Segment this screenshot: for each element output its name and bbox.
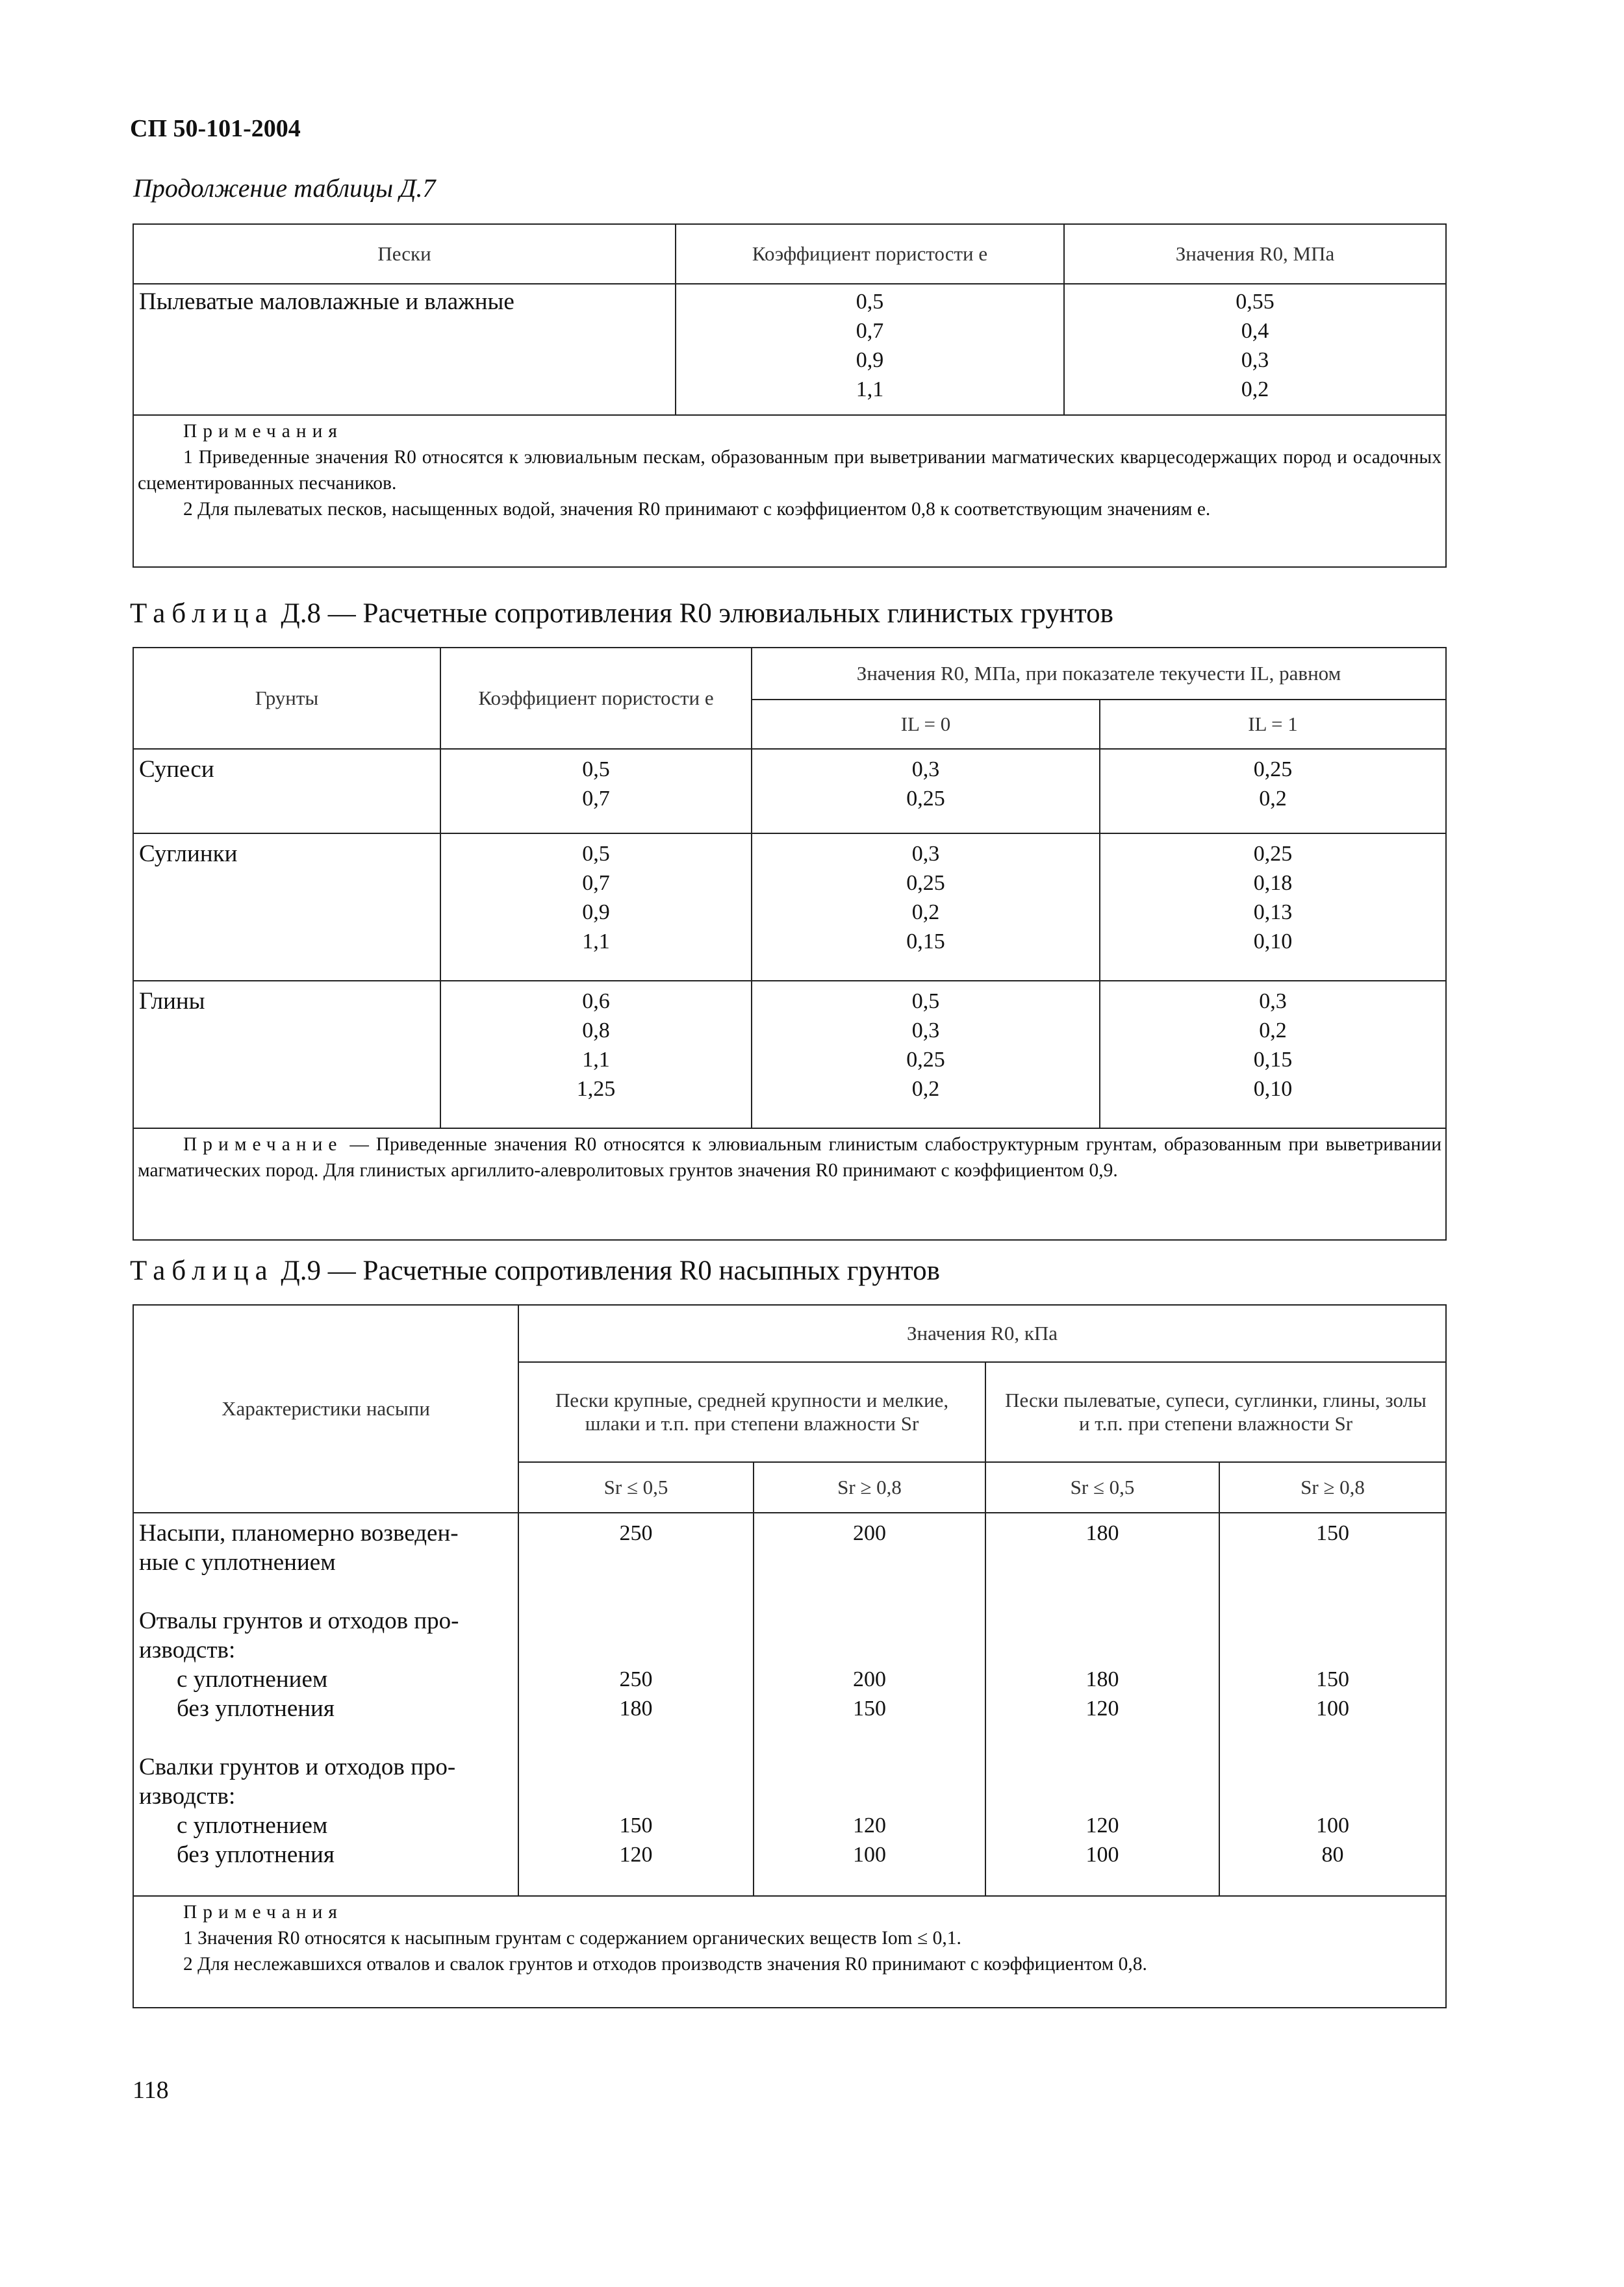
- soil-name: Суглинки: [133, 833, 440, 981]
- r0-value: 0,25: [1253, 757, 1293, 781]
- porosity-value: 1,1: [582, 929, 610, 954]
- table-header-cell: Коэффициент пористости e: [440, 648, 752, 749]
- r0-il0-cell: [752, 981, 1100, 1128]
- note-text: — Приведенные значения R0 относятся к элювиальным глинистым слабоструктурным грунтам, образованным при выветривании магматических пород. Для глинистых аргиллито-алевролитовых грунтов значения R0 принимают с коэффициентом 0,9.: [138, 1134, 1441, 1181]
- r0-value: 120: [619, 1843, 653, 1867]
- table-header-cell: Sr ≥ 0,8: [1219, 1462, 1446, 1513]
- r0-value: 0,25: [1253, 842, 1293, 866]
- r0-value: 100: [1085, 1843, 1119, 1867]
- note-item: [138, 1131, 1441, 1183]
- r0-value: 100: [1316, 1813, 1349, 1838]
- table-row: [133, 749, 1446, 833]
- value-column-sr05-fine: [985, 1513, 1219, 1896]
- table-header-cell: Значения R0, МПа, при показателе текучести IL, равном: [752, 648, 1446, 700]
- r0-value: 200: [853, 1521, 886, 1545]
- table-header-cell: IL = 0: [752, 700, 1100, 749]
- r0-value: 150: [1316, 1667, 1349, 1691]
- table-notes: [133, 415, 1446, 567]
- spacer: [986, 1548, 1219, 1665]
- row-label: Свалки грунтов и отходов про-: [139, 1754, 456, 1780]
- page-number: 118: [133, 2077, 169, 2104]
- porosity-value: 0,5: [856, 290, 884, 314]
- table-header-cell: Значения R0, кПа: [518, 1305, 1446, 1362]
- table-header-cell: Sr ≤ 0,5: [985, 1462, 1219, 1513]
- table-header-cell: Пески крупные, средней крупности и мелкие, шлаки и т.п. при степени влажности Sr: [518, 1362, 985, 1462]
- value-column-sr05-coarse: [518, 1513, 754, 1896]
- spacer: [986, 1723, 1219, 1811]
- r0-value: 0,10: [1253, 1077, 1293, 1101]
- caption-text: Д.9 — Расчетные сопротивления R0 насыпных грунтов: [281, 1256, 940, 1286]
- table-header-cell: Sr ≥ 0,8: [754, 1462, 985, 1513]
- r0-value: 0,5: [911, 989, 940, 1013]
- porosity-value: 0,7: [582, 871, 610, 895]
- r0-value: 0,25: [906, 787, 945, 811]
- spacer: [754, 1548, 985, 1665]
- r0-il1-cell: [1100, 981, 1446, 1128]
- spacer: [519, 1548, 753, 1665]
- note-item: 1 Приведенные значения R0 относятся к элювиальным пескам, образованным при выветривании магматических кварцесодержащих пород и осадочных сцементированных песчаников.: [138, 447, 1441, 494]
- r0-value: 180: [1085, 1667, 1119, 1691]
- r0-value: 100: [853, 1843, 886, 1867]
- table-d9: [133, 1304, 1447, 2008]
- r0-value: 0,2: [1259, 787, 1287, 811]
- table-header-cell: Пески: [133, 224, 676, 284]
- r0-il0-cell: [752, 833, 1100, 981]
- r0-value: 0,2: [1241, 377, 1269, 401]
- r0-value: 120: [1085, 1697, 1119, 1721]
- row-label: ные с уплотнением: [139, 1549, 336, 1576]
- table-row: [133, 981, 1446, 1128]
- embankment-characteristics: [133, 1513, 518, 1896]
- r0-value: 0,18: [1253, 871, 1293, 895]
- table-header-cell: Грунты: [133, 648, 440, 749]
- r0-value: 150: [619, 1813, 653, 1838]
- row-label: Отвалы грунтов и отходов про-: [139, 1608, 459, 1634]
- row-label: с уплотнением: [177, 1666, 328, 1693]
- porosity-value: 0,8: [582, 1018, 610, 1042]
- table-header-cell: Значения R0, МПа: [1064, 224, 1446, 284]
- r0-value: 80: [1321, 1843, 1344, 1867]
- r0-value: 0,15: [1253, 1048, 1293, 1072]
- value-column-sr08-coarse: [754, 1513, 985, 1896]
- soil-name: Пылеватые маловлажные и влажные: [133, 284, 676, 415]
- r0-il0-cell: [752, 749, 1100, 833]
- spacer: [134, 1577, 518, 1606]
- r0-value: 0,3: [1241, 348, 1269, 372]
- r0-value: 0,3: [1259, 989, 1287, 1013]
- spacer: [754, 1723, 985, 1811]
- porosity-value: 0,9: [856, 348, 884, 372]
- row-label: с уплотнением: [177, 1812, 328, 1839]
- porosity-value: 0,9: [582, 900, 610, 924]
- r0-value: 0,3: [911, 842, 940, 866]
- r0-il1-cell: [1100, 749, 1446, 833]
- r0-value: 0,3: [911, 1018, 940, 1042]
- table-header-cell: IL = 1: [1100, 700, 1446, 749]
- spacer: [519, 1723, 753, 1811]
- caption-text: Д.8 — Расчетные сопротивления R0 элювиальных глинистых грунтов: [281, 598, 1113, 629]
- porosity-cell: [440, 981, 752, 1128]
- r0-value: 250: [619, 1667, 653, 1691]
- note-item: 2 Для пылеватых песков, насыщенных водой, значения R0 принимают с коэффициентом 0,8 к соответствующим значениям e.: [183, 499, 1211, 520]
- r0-value: 0,25: [906, 871, 945, 895]
- table-row: [133, 284, 1446, 415]
- row-label: без уплотнения: [177, 1841, 335, 1868]
- soil-name: Супеси: [133, 749, 440, 833]
- r0-value: 0,15: [906, 929, 945, 954]
- r0-value: 0,13: [1253, 900, 1293, 924]
- value-column-sr08-fine: [1219, 1513, 1446, 1896]
- r0-value: 0,3: [911, 757, 940, 781]
- porosity-value: 1,1: [582, 1048, 610, 1072]
- table-d7: [133, 223, 1447, 568]
- table-continuation-caption: Продолжение таблицы Д.7: [133, 173, 436, 203]
- r0-value: 0,55: [1236, 290, 1275, 314]
- porosity-cell: [440, 749, 752, 833]
- spacer: [1220, 1548, 1445, 1665]
- table-header-cell: Характеристики насыпи: [133, 1305, 518, 1513]
- caption-prefix: Таблица: [130, 1256, 274, 1286]
- table-notes: [133, 1896, 1446, 2008]
- table-row: [133, 833, 1446, 981]
- porosity-cell: [676, 284, 1064, 415]
- row-label: изводств:: [139, 1783, 236, 1810]
- row-label: без уплотнения: [177, 1695, 335, 1722]
- table-caption-d8: [130, 598, 1113, 629]
- spacer: [134, 1723, 518, 1752]
- r0-value: 0,2: [911, 900, 940, 924]
- notes-title: Примечания: [183, 421, 343, 442]
- table-header-cell: Пески пылеватые, супеси, суглинки, глины, золы и т.п. при степени влажности Sr: [985, 1362, 1446, 1462]
- porosity-cell: [440, 833, 752, 981]
- porosity-value: 1,1: [856, 377, 884, 401]
- r0-value: 0,2: [911, 1077, 940, 1101]
- note-item: 1 Значения R0 относятся к насыпным грунтам с содержанием органических веществ Iom ≤ 0,1.: [183, 1928, 961, 1949]
- porosity-value: 1,25: [576, 1077, 616, 1101]
- r0-value: 0,10: [1253, 929, 1293, 954]
- r0-value: 150: [853, 1697, 886, 1721]
- table-header-cell: Sr ≤ 0,5: [518, 1462, 754, 1513]
- r0-value: 180: [619, 1697, 653, 1721]
- row-label: Насыпи, планомерно возведен-: [139, 1520, 459, 1547]
- table-caption-d9: [130, 1255, 940, 1287]
- r0-cell: [1064, 284, 1446, 415]
- r0-value: 0,25: [906, 1048, 945, 1072]
- table-row: [133, 1513, 1446, 1896]
- r0-value: 120: [1085, 1813, 1119, 1838]
- r0-value: 150: [1316, 1521, 1349, 1545]
- porosity-value: 0,5: [582, 842, 610, 866]
- soil-name: Глины: [133, 981, 440, 1128]
- r0-value: 100: [1316, 1697, 1349, 1721]
- table-note: [133, 1128, 1446, 1240]
- spacer: [1220, 1723, 1445, 1811]
- note-prefix: Примечание: [183, 1134, 343, 1155]
- notes-title: Примечания: [183, 1902, 343, 1923]
- porosity-value: 0,7: [582, 787, 610, 811]
- r0-value: 200: [853, 1667, 886, 1691]
- r0-value: 120: [853, 1813, 886, 1838]
- caption-prefix: Таблица: [130, 598, 274, 629]
- table-d8: [133, 647, 1447, 1241]
- note-item: 2 Для неслежавшихся отвалов и свалок грунтов и отходов производств значения R0 принимают с коэффициентом 0,8.: [183, 1954, 1147, 1975]
- r0-value: 0,4: [1241, 319, 1269, 343]
- row-label: изводств:: [139, 1637, 236, 1663]
- r0-value: 180: [1085, 1521, 1119, 1545]
- table-header-cell: Коэффициент пористости e: [676, 224, 1064, 284]
- document-code: СП 50-101-2004: [130, 115, 301, 142]
- r0-value: 250: [619, 1521, 653, 1545]
- porosity-value: 0,6: [582, 989, 610, 1013]
- porosity-value: 0,7: [856, 319, 884, 343]
- r0-il1-cell: [1100, 833, 1446, 981]
- r0-value: 0,2: [1259, 1018, 1287, 1042]
- porosity-value: 0,5: [582, 757, 610, 781]
